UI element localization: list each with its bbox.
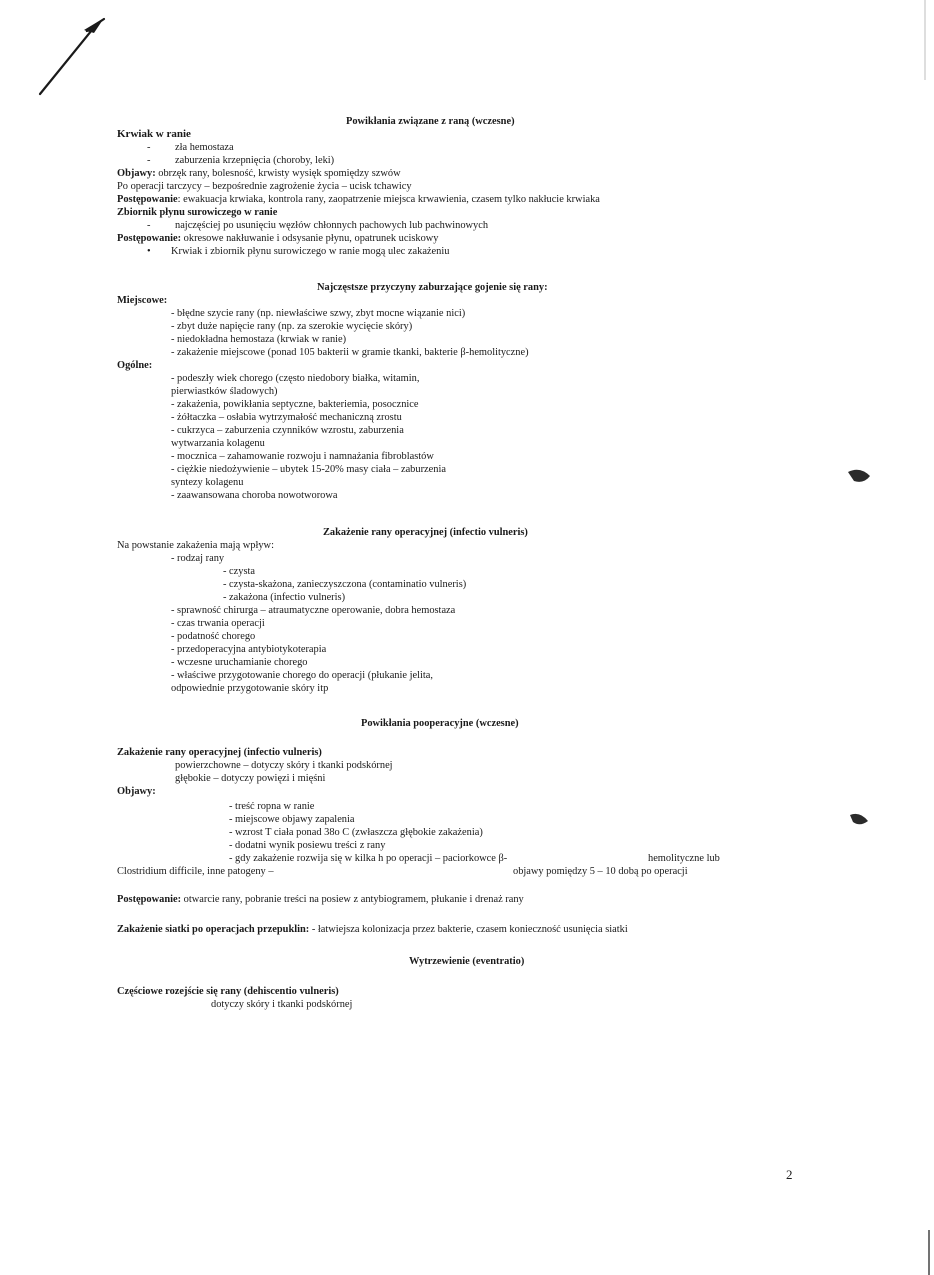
list-item: - ciężkie niedożywienie – ubytek 15-20% masy ciała – zaburzenia bbox=[171, 464, 446, 475]
list-item: - gdy zakażenie rozwija się w kilka h po operacji – paciorkowce β- bbox=[229, 853, 508, 864]
list-item: - zbyt duże napięcie rany (np. za szerokie wycięcie skóry) bbox=[171, 321, 413, 332]
infection-intro: Na powstanie zakażenia mają wpływ: bbox=[117, 540, 274, 551]
list-item: - właściwe przygotowanie chorego do operacji (płukanie jelita, bbox=[171, 670, 433, 681]
symptoms-label: Objawy: bbox=[117, 168, 156, 179]
section-title-postop-complications: Powikłania pooperacyjne (wczesne) bbox=[361, 718, 519, 729]
bullet-note: Krwiak i zbiornik płynu surowiczego w ranie mogą ulec zakażeniu bbox=[171, 246, 450, 257]
list-item: - czysta bbox=[223, 566, 256, 577]
list-item: powierzchowne – dotyczy skóry i tkanki podskórnej bbox=[175, 760, 393, 771]
mesh-infection-label: Zakażenie siatki po operacjach przepuklin: bbox=[117, 924, 310, 935]
symptoms-line bbox=[117, 167, 401, 180]
list-item: - błędne szycie rany (np. niewłaściwe szwy, zbyt mocne wiązanie nici) bbox=[171, 308, 466, 319]
section-title-wound-infection: Zakażenie rany operacyjnej (infectio vulneris) bbox=[323, 527, 528, 538]
list-item: - rodzaj rany bbox=[171, 553, 225, 564]
list-item: - czas trwania operacji bbox=[171, 618, 265, 629]
section-title-wound-complications: Powikłania związane z raną (wczesne) bbox=[346, 116, 515, 127]
list-item: - miejscowe objawy zapalenia bbox=[229, 814, 355, 825]
postop-procedure-line bbox=[117, 893, 524, 906]
list-item: - bbox=[147, 220, 151, 231]
procedure-label: Postępowanie bbox=[117, 194, 178, 205]
list-item: głębokie – dotyczy powięzi i mięśni bbox=[175, 773, 326, 784]
list-item: - zakażenia, powikłania septyczne, bakteriemia, posocznice bbox=[171, 399, 419, 410]
list-item: zła hemostaza bbox=[175, 142, 234, 153]
procedure2-line bbox=[117, 232, 438, 245]
list-item: - sprawność chirurga – atraumatyczne operowanie, dobra hemostaza bbox=[171, 605, 456, 616]
list-item: zaburzenia krzepnięcia (choroby, leki) bbox=[175, 155, 335, 166]
list-item: odpowiednie przygotowanie skóry itp bbox=[171, 683, 329, 694]
list-item: - treść ropna w ranie bbox=[229, 801, 315, 812]
list-item: - niedokładna hemostaza (krwiak w ranie) bbox=[171, 334, 347, 345]
page-number: 2 bbox=[786, 1167, 793, 1182]
dehiscence-heading: Częściowe rozejście się rany (dehiscentio vulneris) bbox=[117, 986, 339, 997]
hematoma-heading: Krwiak w ranie bbox=[117, 128, 191, 140]
list-item: najczęściej po usunięciu węzłów chłonnych pachowych lub pachwinowych bbox=[175, 220, 489, 231]
postop-symptoms-label: Objawy: bbox=[117, 786, 156, 797]
postop-procedure-label: Postępowanie: bbox=[117, 894, 182, 905]
local-label: Miejscowe: bbox=[117, 295, 168, 306]
list-item: wytwarzania kolagenu bbox=[171, 438, 265, 449]
list-item: - podatność chorego bbox=[171, 631, 256, 642]
list-item: - mocznica – zahamowanie rozwoju i namnażania fibroblastów bbox=[171, 451, 434, 462]
postop-procedure-text: otwarcie rany, pobranie treści na posiew z antybiogramem, płukanie i drenaż rany bbox=[181, 894, 524, 905]
list-item: - wczesne uruchamianie chorego bbox=[171, 657, 308, 668]
list-item: - zaawansowana choroba nowotworowa bbox=[171, 490, 338, 501]
list-item: Clostridium difficile, inne patogeny – bbox=[117, 866, 274, 877]
list-item: - podeszły wiek chorego (często niedobory białka, witamin, bbox=[171, 373, 420, 384]
mesh-infection-text: - łatwiejsza kolonizacja przez bakterie, czasem konieczność usunięcia siatki bbox=[309, 924, 628, 935]
list-item: - czysta-skażona, zanieczyszczona (contaminatio vulneris) bbox=[223, 579, 467, 590]
thyroid-note: Po operacji tarczycy – bezpośrednie zagrożenie życia – ucisk tchawicy bbox=[117, 181, 412, 192]
general-label: Ogólne: bbox=[117, 360, 153, 371]
procedure-line bbox=[117, 193, 600, 206]
list-item: - zakażona (infectio vulneris) bbox=[223, 592, 346, 603]
symptoms-text: obrzęk rany, bolesność, krwisty wysięk spomiędzy szwów bbox=[155, 168, 401, 179]
list-item: hemolityczne lub bbox=[648, 853, 720, 864]
procedure2-text: okresowe nakłuwanie i odsysanie płynu, opatrunek uciskowy bbox=[181, 233, 439, 244]
list-item: - bbox=[147, 142, 151, 153]
dehiscence-text: dotyczy skóry i tkanki podskórnej bbox=[211, 999, 353, 1010]
procedure2-label: Postępowanie: bbox=[117, 233, 182, 244]
list-item: - bbox=[147, 155, 151, 166]
procedure-text: : ewakuacja krwiaka, kontrola rany, zaopatrzenie miejsca krwawienia, czasem tylko nakłucie krwiaka bbox=[177, 194, 600, 205]
list-item: - dodatni wynik posiewu treści z rany bbox=[229, 840, 386, 851]
binder-hole-mark-bottom bbox=[850, 814, 868, 824]
seroma-heading: Zbiornik płynu surowiczego w ranie bbox=[117, 207, 278, 218]
mesh-infection-line bbox=[117, 923, 628, 936]
corner-pen-stroke bbox=[40, 19, 104, 94]
list-item: - przedoperacyjna antybiotykoterapia bbox=[171, 644, 327, 655]
binder-hole-mark-top bbox=[848, 470, 870, 482]
list-item: - cukrzyca – zaburzenia czynników wzrostu, zaburzenia bbox=[171, 425, 404, 436]
list-item: - żółtaczka – osłabia wytrzymałość mechaniczną zrostu bbox=[171, 412, 402, 423]
list-item: pierwiastków śladowych) bbox=[171, 386, 278, 397]
corner-pen-tip bbox=[84, 18, 104, 33]
bullet-icon: • bbox=[147, 246, 151, 257]
postop-infection-heading: Zakażenie rany operacyjnej (infectio vulneris) bbox=[117, 747, 322, 758]
section-title-healing-causes: Najczęstsze przyczyny zaburzające gojenie się rany: bbox=[317, 282, 548, 293]
section-title-eventration: Wytrzewienie (eventratio) bbox=[409, 956, 525, 967]
list-item: - wzrost T ciała ponad 38o C (zwłaszcza głębokie zakażenia) bbox=[229, 827, 483, 838]
list-item: objawy pomiędzy 5 – 10 dobą po operacji bbox=[513, 866, 688, 877]
list-item: syntezy kolagenu bbox=[171, 477, 244, 488]
list-item: - zakażenie miejscowe (ponad 105 bakterii w gramie tkanki, bakterie β-hemolityczne) bbox=[171, 347, 529, 358]
